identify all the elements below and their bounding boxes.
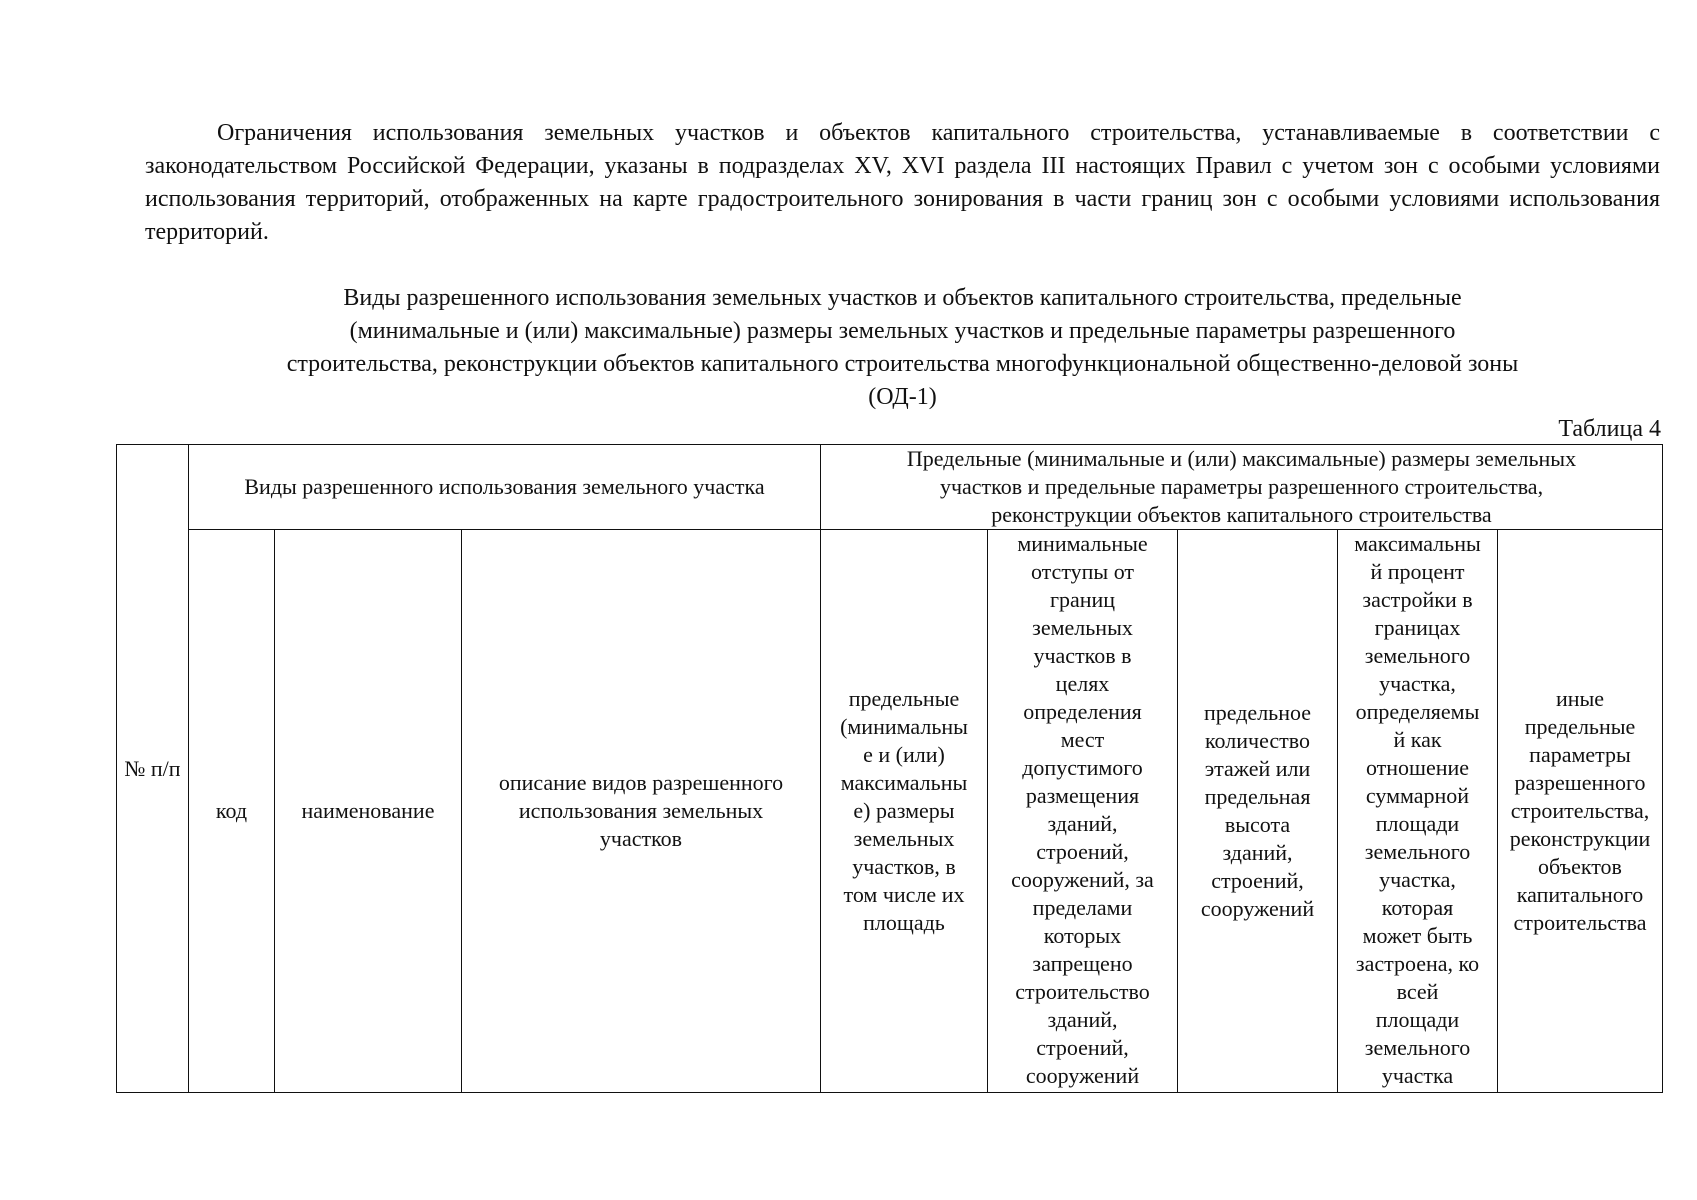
header-line: зданий, <box>1047 1007 1118 1032</box>
header-line: строительство <box>1015 979 1150 1004</box>
header-line: запрещено <box>1032 951 1133 976</box>
header-line: реконструкции <box>1509 826 1651 851</box>
heading-line: (минимальные и (или) максимальные) размеры земельных участков и предельные параметры разрешенного <box>349 318 1456 344</box>
table-header-row <box>117 445 1663 530</box>
header-line: земельных <box>853 826 955 851</box>
header-line: реконструкции объектов капитального строительства <box>991 502 1492 527</box>
header-line: земельного <box>1364 1035 1471 1060</box>
header-line: строений, <box>1211 868 1304 893</box>
header-line: отступы от <box>1030 559 1135 584</box>
header-line: сооружений <box>1200 896 1315 921</box>
header-line: количество <box>1204 728 1311 753</box>
header-line: отношение <box>1365 755 1470 780</box>
header-line: участка, <box>1379 671 1456 696</box>
intro-paragraph: Ограничения использования земельных участков и объектов капитального строительства, устанавливаемые в соответствии с законодательством Российской Федерации, указаны в подразделах XV, XVI раздела III настоящих Правил с учетом зон с особыми условиями использования территорий, отображенных на карте градостроительного зонирования в части границ зон с особыми условиями использования территорий. <box>145 120 1660 245</box>
header-line: использования земельных <box>518 798 764 823</box>
header-line: пределами <box>1032 895 1133 920</box>
header-line: которая <box>1381 895 1454 920</box>
col-header-code: код <box>189 530 275 1093</box>
header-line: этажей или <box>1204 756 1311 781</box>
header-line: объектов <box>1538 854 1622 879</box>
header-line: иные <box>1555 686 1605 711</box>
header-line: минимальные <box>1017 531 1148 556</box>
header-line: зданий, <box>1047 811 1118 836</box>
header-line: целях <box>1055 671 1110 696</box>
header-line: максимальны <box>840 770 968 795</box>
header-line: участков, в <box>852 854 956 879</box>
header-line: участка, <box>1379 867 1456 892</box>
header-line: застройки в <box>1362 587 1473 612</box>
header-line: границ <box>1049 587 1116 612</box>
header-line: высота <box>1224 812 1291 837</box>
header-line: предельное <box>1203 700 1312 725</box>
header-line: максимальны <box>1354 531 1481 556</box>
header-line: всей <box>1396 979 1439 1004</box>
header-line: суммарной <box>1365 783 1470 808</box>
col-header-name: наименование <box>275 530 462 1093</box>
table-number-label: Таблица 4 <box>1558 416 1661 442</box>
header-line: (минимальны <box>840 714 968 739</box>
header-line: участков в <box>1033 643 1132 668</box>
header-line: строительства <box>1513 910 1647 935</box>
header-line: й как <box>1393 727 1442 752</box>
header-line: участков <box>599 826 683 851</box>
header-line: описание видов разрешенного <box>498 770 784 795</box>
header-line: зданий, <box>1222 840 1293 865</box>
header-line: которых <box>1043 923 1122 948</box>
header-line: параметры <box>1529 742 1631 767</box>
col-header-plot-size <box>821 530 988 1093</box>
col-header-other <box>1498 530 1663 1093</box>
header-line: предельные <box>1524 714 1636 739</box>
header-line: земельных <box>1032 615 1133 640</box>
header-line: земельного <box>1364 839 1471 864</box>
header-line: определяемы <box>1355 699 1480 724</box>
header-line: е) размеры <box>853 798 955 823</box>
group-header-limits <box>821 445 1663 530</box>
header-line: границах <box>1374 615 1461 640</box>
header-line: мест <box>1060 727 1105 752</box>
header-line: строений, <box>1036 839 1129 864</box>
col-header-setbacks <box>988 530 1178 1093</box>
heading-line: строительства, реконструкции объектов капитального строительства многофункциональной общественно-деловой зоны <box>286 351 1519 377</box>
table-heading <box>145 282 1660 414</box>
header-line: земельного <box>1364 643 1471 668</box>
header-line: размещения <box>1025 783 1140 808</box>
header-line: разрешенного <box>1514 770 1646 795</box>
header-line: площади <box>1375 811 1460 836</box>
header-line: предельная <box>1204 784 1311 809</box>
header-line: застроена, ко <box>1355 951 1480 976</box>
header-line: площади <box>1375 1007 1460 1032</box>
group-header-uses: Виды разрешенного использования земельного участка <box>189 445 821 530</box>
header-line: может быть <box>1362 923 1473 948</box>
header-line: сооружений <box>1025 1063 1140 1088</box>
header-line: сооружений, за <box>1011 867 1154 892</box>
col-header-description <box>462 530 821 1093</box>
header-line: участка <box>1381 1063 1454 1088</box>
zoning-parameters-table <box>116 444 1663 1093</box>
col-header-coverage <box>1338 530 1498 1093</box>
table-subheader-row <box>117 530 1663 1093</box>
header-line: й процент <box>1370 559 1465 584</box>
header-line: предельные <box>848 686 960 711</box>
header-line: е и (или) <box>863 742 945 767</box>
header-line: капитального <box>1516 882 1644 907</box>
header-line: том числе их <box>843 882 965 907</box>
header-line: строительства, <box>1510 798 1650 823</box>
header-line: определения <box>1023 699 1142 724</box>
header-line: участков и предельные параметры разрешенного строительства, <box>939 474 1544 499</box>
heading-line: (ОД-1) <box>868 384 937 410</box>
heading-line: Виды разрешенного использования земельных участков и объектов капитального строительства, предельные <box>343 285 1462 311</box>
header-line: допустимого <box>1022 755 1143 780</box>
header-line: строений, <box>1036 1035 1129 1060</box>
header-line: Предельные (минимальные и (или) максимальные) размеры земельных <box>906 446 1577 471</box>
col-header-number: № п/п <box>117 445 189 1093</box>
header-line: площадь <box>863 910 945 935</box>
col-header-floors <box>1178 530 1338 1093</box>
